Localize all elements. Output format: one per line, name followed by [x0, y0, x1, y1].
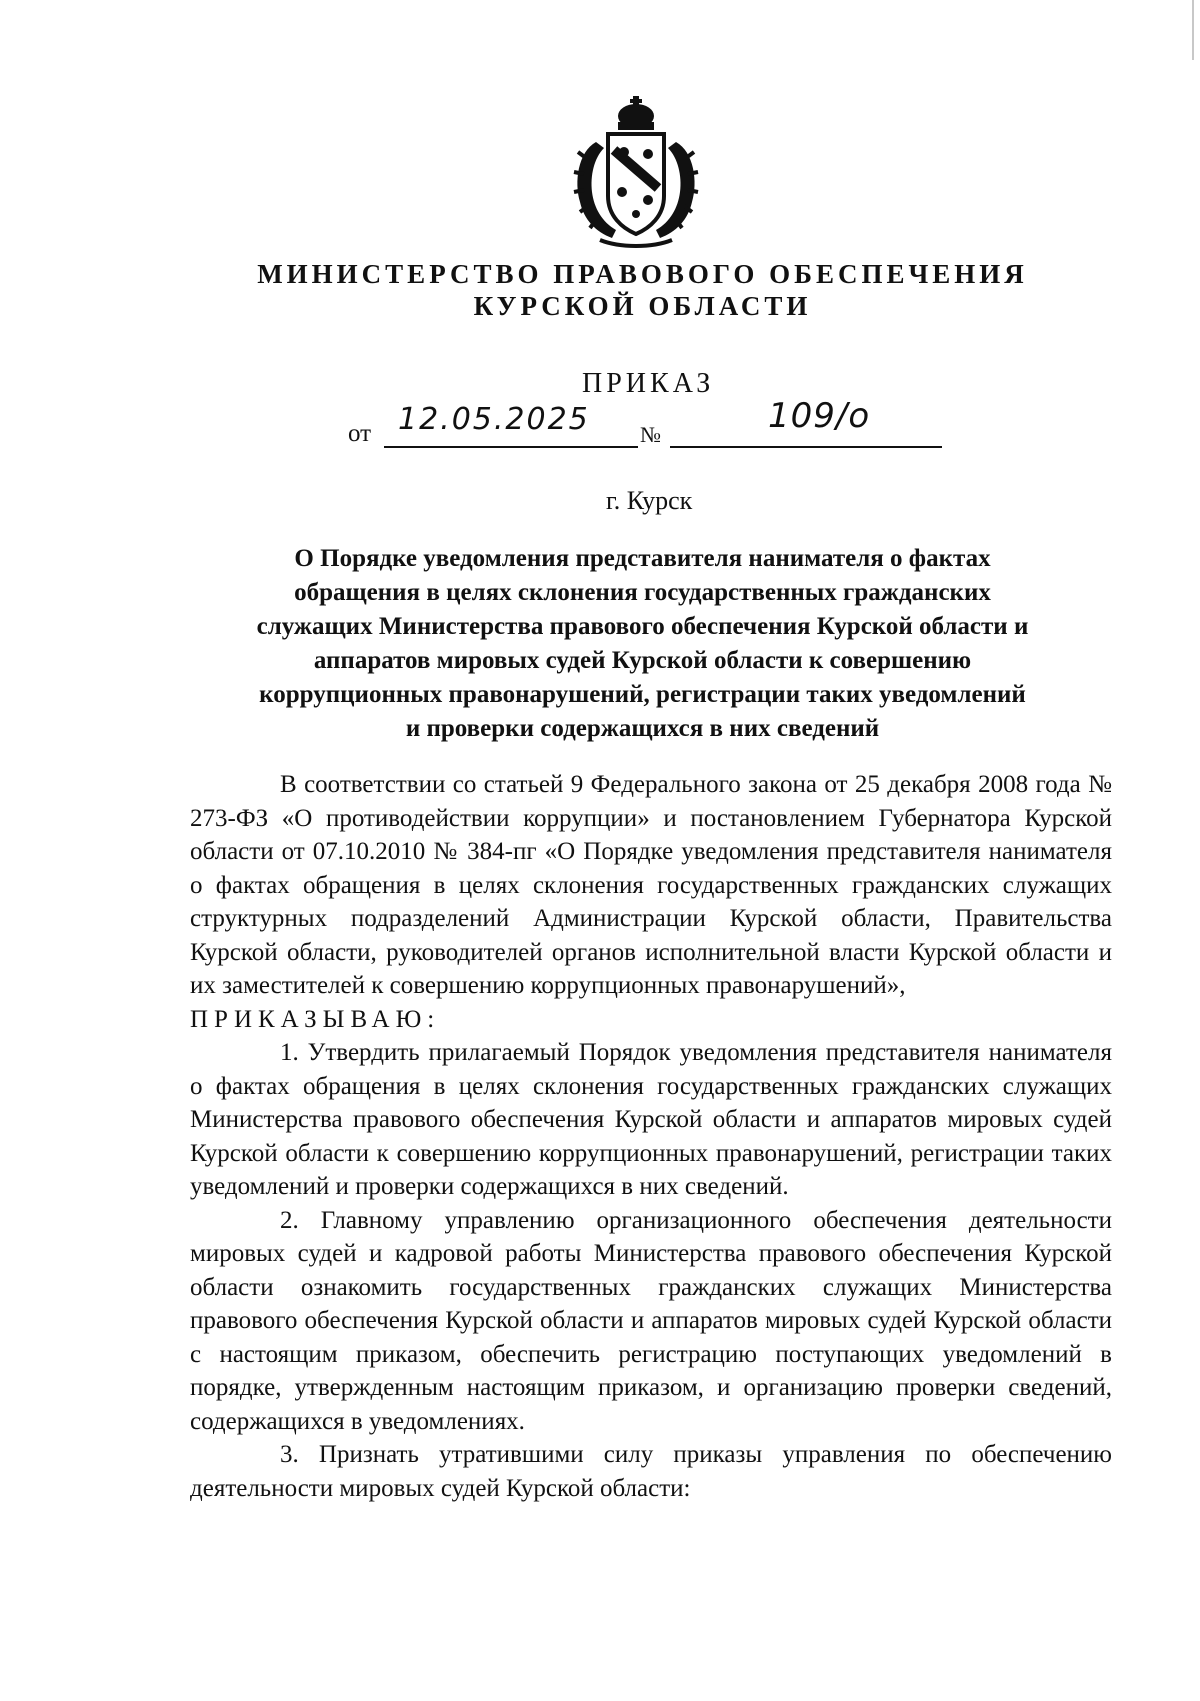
- heading-line: коррупционных правонарушений, регистрации таких уведомлений: [259, 681, 1026, 708]
- item-3-paragraph: 3. Признать утратившими силу приказы управления по обеспечению деятельности мировых судей Курской области:: [190, 1441, 1112, 1502]
- ministry-name-line-1: МИНИСТЕРСТВО ПРАВОВОГО ОБЕСПЕЧЕНИЯ: [257, 259, 1028, 289]
- number-prefix: №: [640, 422, 661, 447]
- decree-word: ПРИКАЗЫВАЮ:: [190, 1005, 441, 1033]
- ministry-name-line-2: КУРСКОЙ ОБЛАСТИ: [473, 291, 812, 321]
- document-body: [190, 768, 1112, 1505]
- scan-edge-mark: [1192, 0, 1194, 60]
- order-number-handwritten: 109/о: [768, 396, 871, 436]
- city-name: г. Курск: [606, 486, 693, 515]
- heading-line: аппаратов мировых судей Курской области к совершению: [313, 647, 972, 674]
- date-prefix: от: [348, 420, 372, 447]
- heading-line: служащих Министерства правового обеспечения Курской области и: [256, 613, 1029, 640]
- heading-line: и проверки содержащихся в них сведений: [405, 715, 880, 742]
- number-underline: [670, 446, 942, 448]
- order-date-handwritten: 12.05.2025: [398, 402, 590, 437]
- date-underline: [384, 446, 638, 448]
- heading-line: обращения в целях склонения государственных гражданских: [294, 579, 991, 606]
- coat-of-arms-icon: [556, 92, 716, 252]
- document-heading: [195, 542, 1090, 746]
- item-2-paragraph: 2. Главному управлению организационного обеспечения деятельности мировых судей и кадровой работы Министерства правового обеспечения Курской области ознакомить государственных гражданских служащих Министерства правового обеспечения Курской области и аппаратов мировых судей Курской области с настоящим приказом, обеспечить регистрацию поступающих уведомлений в порядке, утвержденным настоящим приказом, и организацию проверки сведений, содержащихся в уведомлениях.: [190, 1206, 1112, 1435]
- order-title: ПРИКАЗ: [582, 368, 715, 399]
- preamble-paragraph: В соответствии со статьей 9 Федерального закона от 25 декабря 2008 года № 273-ФЗ «О противодействии коррупции» и постановлением Губернатора Курской области от 07.10.2010 № 384-пг «О Порядке уведомления представителя нанимателя о фактах обращения в целях склонения государственных гражданских служащих структурных подразделений Администрации Курской области, Правительства Курской области, руководителей органов исполнительной власти Курской области и их заместителей к совершению коррупционных правонарушений»,: [190, 771, 1112, 999]
- item-1-paragraph: 1. Утвердить прилагаемый Порядок уведомления представителя нанимателя о фактах обращения в целях склонения государственных гражданских служащих Министерства правового обеспечения Курской области и аппаратов мировых судей Курской области к совершению коррупционных правонарушений, регистрации таких уведомлений и проверки содержащихся в них сведений.: [190, 1039, 1112, 1200]
- heading-line: О Порядке уведомления представителя нанимателя о фактах: [294, 545, 991, 572]
